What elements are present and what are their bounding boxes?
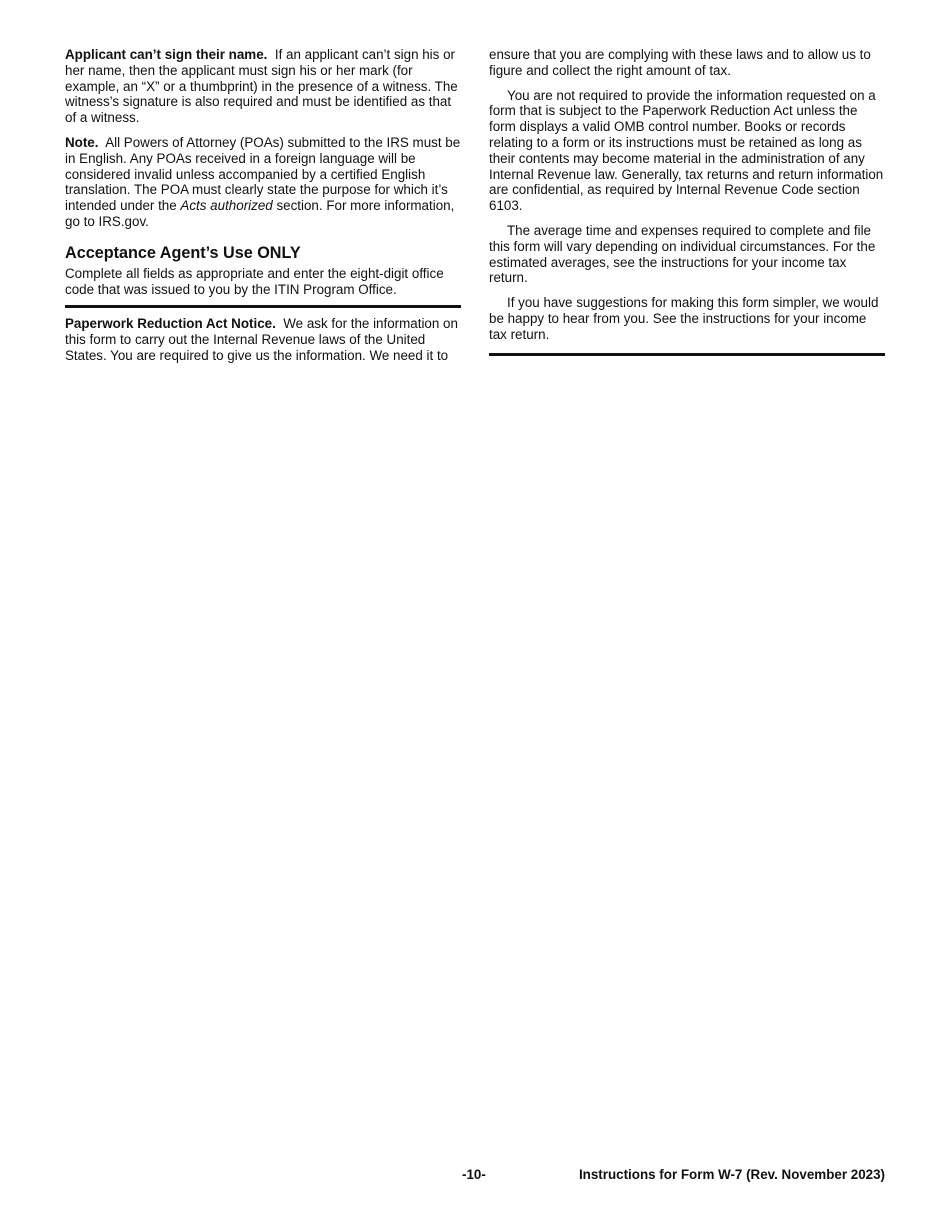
acceptance-agent-heading: Acceptance Agent’s Use ONLY	[65, 243, 301, 262]
paperwork-continued: ensure that you are complying with these laws and to allow us to figure and collect the right amount of tax.	[489, 47, 871, 78]
paperwork-lead: Paperwork Reduction Act Notice.	[65, 316, 276, 332]
note-paragraph	[65, 135, 461, 230]
paperwork-paragraph	[65, 316, 461, 363]
left-column	[65, 47, 461, 373]
omb-paragraph: You are not required to provide the information requested on a form that is subject to the Paperwork Reduction Act unless the form displays a valid OMB control number. Books or records relating to a form or its instructions must be retained as long as their contents may become material in the administration of any Internal Revenue law. Generally, tax returns and return information are confidential, as required by Internal Revenue Code section 6103.	[489, 87, 884, 214]
end-divider	[489, 353, 885, 356]
page-number: -10-	[462, 1167, 486, 1182]
suggestions-paragraph: If you have suggestions for making this form simpler, we would be happy to hear from you. See the instructions for your income tax return.	[489, 295, 879, 342]
note-lead: Note.	[65, 134, 99, 150]
cant-sign-text: If an applicant can’t sign his or her name, then the applicant must sign his or her mark (for example, an “X” or a thumbprint) in the presence of a witness. The witness’s signature is also required and must be identified as that of a witness.	[65, 47, 458, 126]
acceptance-agent-text: Complete all fields as appropriate and enter the eight-digit office code that was issued to you by the ITIN Program Office.	[65, 265, 444, 297]
cant-sign-paragraph	[65, 47, 461, 126]
right-column	[489, 47, 885, 356]
cant-sign-lead: Applicant can’t sign their name.	[65, 47, 268, 62]
paperwork-text: We ask for the information on this form to carry out the Internal Revenue laws of the United States. You are required to give us the information. We need it to	[65, 316, 458, 363]
time-expenses-paragraph: The average time and expenses required to complete and file this form will vary depending on individual circumstances. For the estimated averages, see the instructions for your income tax return.	[489, 222, 876, 286]
section-divider	[65, 305, 461, 308]
form-title: Instructions for Form W-7 (Rev. November 2023)	[578, 1167, 885, 1182]
note-text-before: All Powers of Attorney (POAs) submitted to the IRS must be in English. Any POAs received in a foreign language will be considered invalid unless accompanied by a certified English translation. The POA must clearly state the purpose for which it’s intended under the	[65, 134, 461, 214]
note-italic-term: Acts authorized	[180, 198, 273, 214]
note-text-after: section. For more information, go to IRS.gov.	[65, 198, 455, 229]
